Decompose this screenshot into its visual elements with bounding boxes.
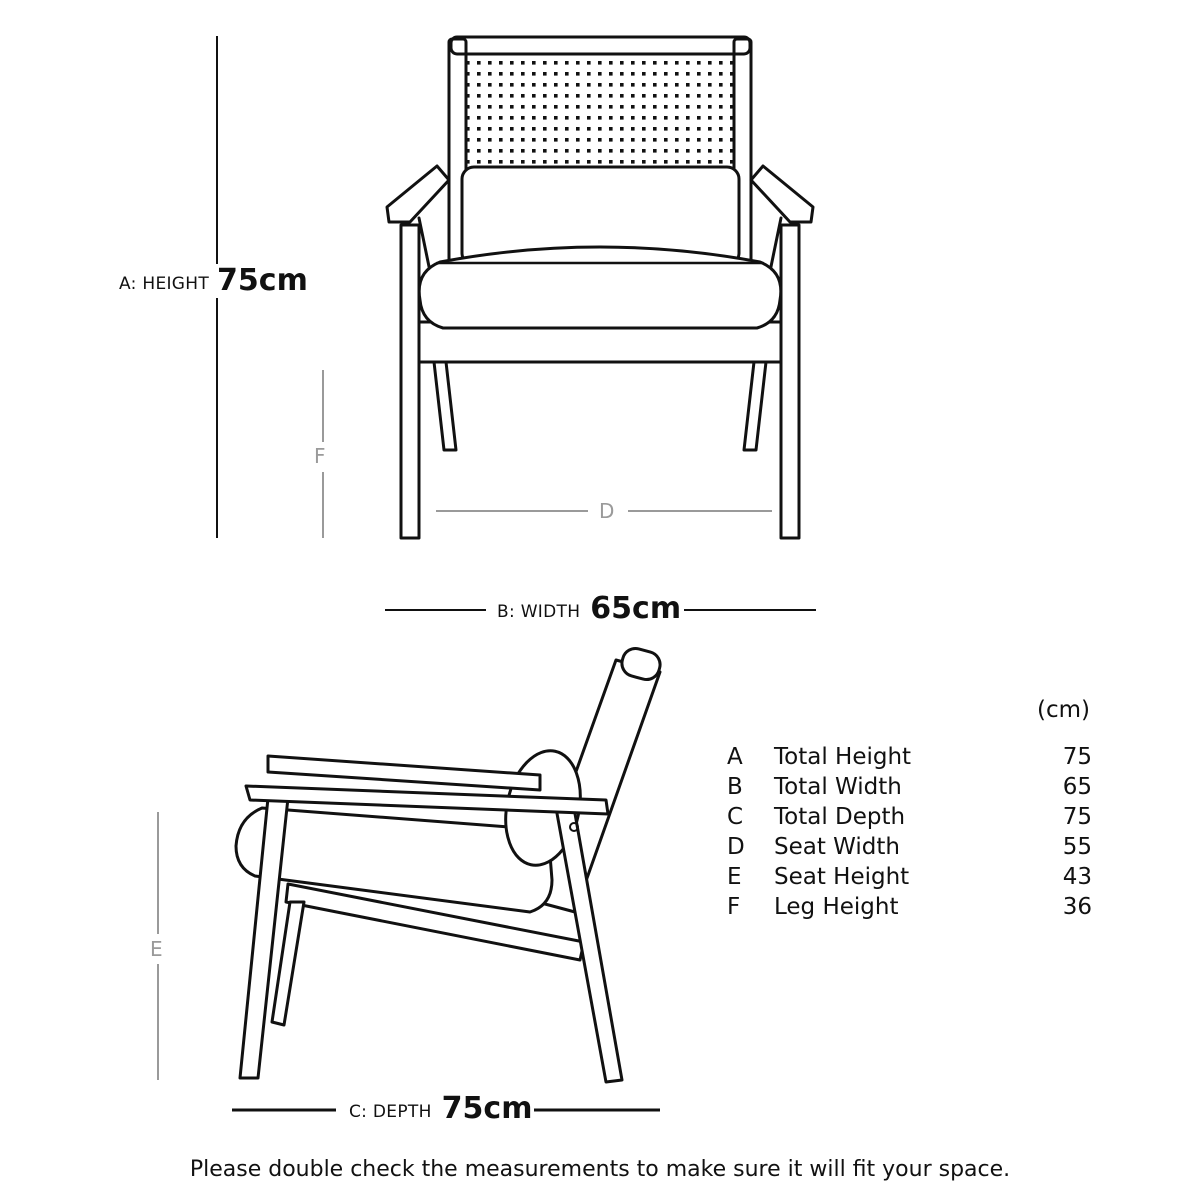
spec-key: D: [727, 834, 745, 860]
back-leg-right: [744, 362, 766, 450]
seat-cushion: [419, 247, 781, 328]
spec-row: [727, 804, 1092, 834]
spec-label: Total Height: [774, 744, 912, 770]
spec-row: [727, 834, 1092, 864]
spec-row: [727, 744, 1092, 774]
height-prefix: A: HEIGHT: [119, 274, 210, 294]
height-dimension-label: [119, 264, 308, 298]
spec-key: A: [727, 744, 743, 770]
seat-height-letter: E: [150, 937, 163, 961]
spec-unit: (cm): [1037, 697, 1090, 723]
spec-label: Leg Height: [774, 894, 899, 920]
spec-key: F: [727, 894, 741, 920]
spec-value: 65: [1062, 774, 1092, 800]
seat-width-letter: D: [599, 499, 615, 523]
spec-value: 55: [1062, 834, 1092, 860]
cane-panel: [466, 54, 734, 174]
spec-label: Seat Height: [774, 864, 910, 890]
front-leg-left: [401, 225, 419, 538]
spec-key: C: [727, 804, 744, 830]
depth-value: 75cm: [441, 1091, 533, 1126]
back-leg-left: [434, 362, 456, 450]
spec-label: Total Width: [774, 774, 902, 800]
height-value: 75cm: [217, 263, 308, 298]
top-rail: [451, 37, 750, 54]
footer-note: Please double check the measurements to make sure it will fit your space.: [189, 1157, 1011, 1182]
spec-value: 43: [1062, 864, 1092, 890]
spec-label: Total Depth: [774, 804, 906, 830]
spec-label: Seat Width: [774, 834, 900, 860]
leg-height-letter: F: [314, 444, 326, 468]
side-rear-leg: [272, 902, 304, 1025]
spec-key: E: [727, 864, 742, 890]
spec-row: [727, 774, 1092, 804]
side-armrest-upper: [268, 756, 540, 790]
spec-value: 75: [1062, 804, 1092, 830]
armrest-right: [751, 166, 813, 222]
spec-row: [727, 864, 1092, 894]
depth-prefix: C: DEPTH: [349, 1102, 432, 1122]
front-leg-right: [781, 225, 799, 538]
side-view-chair: [236, 646, 663, 1082]
spec-value: 75: [1062, 744, 1092, 770]
width-dimension-label: [497, 590, 681, 626]
spec-row: [727, 894, 1092, 924]
width-prefix: B: WIDTH: [497, 602, 581, 622]
depth-dimension-label: [349, 1090, 532, 1126]
front-view-chair: [387, 37, 813, 538]
width-value: 65cm: [590, 591, 682, 626]
spec-key: B: [727, 774, 743, 800]
armrest-left: [387, 166, 449, 222]
spec-value: 36: [1062, 894, 1092, 920]
